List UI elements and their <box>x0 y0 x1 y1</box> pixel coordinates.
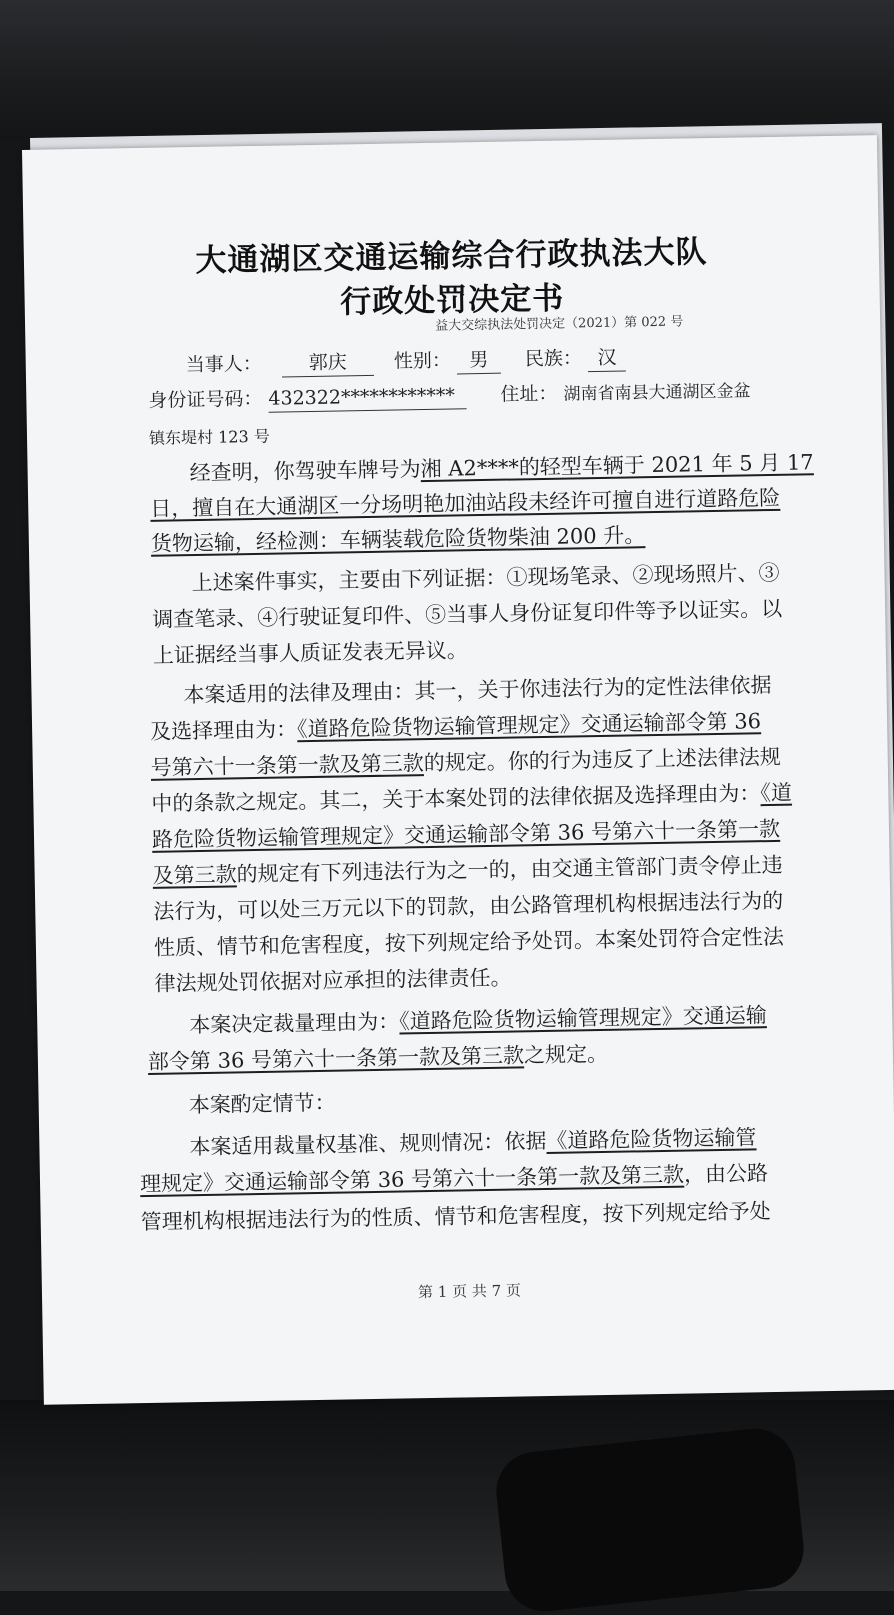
evidence-line-3: 上证据经当事人质证发表无异议。 <box>152 638 469 668</box>
address-label: 住址： <box>500 382 558 406</box>
facts-underlined: 湘 A2****的轻型车辆于 2021 年 5 月 17 <box>420 450 814 482</box>
law-line-4 <box>151 779 792 818</box>
law-citation: 及第三款 <box>152 862 237 888</box>
evidence-line-2: 调查笔录、④行驶证复印件、⑤当事人身份证复印件等予以证实。以 <box>152 596 783 632</box>
party-address-2: 镇东堤村 123 号 <box>148 426 270 448</box>
law-text: 的规定。你的行为违反了上述法律法规 <box>423 744 781 776</box>
party-name: 郭庆 <box>282 349 374 378</box>
benchmark-line-3: 管理机构根据违法行为的性质、情节和危害程度，按下列规定给予处 <box>140 1199 771 1235</box>
law-line-2 <box>150 707 761 746</box>
discretion-citation: 《道路危险货物运输管理规定》交通运输 <box>399 1003 767 1034</box>
law-citation: 《道 <box>760 780 793 806</box>
discretion-line-1 <box>189 1001 767 1039</box>
document-number: 益大交综执法处罚决定（2021）第 022 号 <box>435 314 684 334</box>
background-top <box>0 0 894 140</box>
id-label: 身份证号码： <box>148 387 263 412</box>
document-title: 大通湖区交通运输综合行政执法大队 <box>195 234 708 279</box>
law-line-1: 本案适用的法律及理由：其一，关于你违法行为的定性法律依据 <box>183 673 772 708</box>
law-line-5: 路危险货物运输管理规定》交通运输部令第 36 号第六十一条第一款 <box>151 816 781 852</box>
evidence-line-1: 上述案件事实，主要由下列证据：①现场笔录、②现场照片、③ <box>191 560 780 596</box>
benchmark-text: 本案适用裁量权基准、规则情况：依据 <box>189 1129 547 1160</box>
background-object <box>492 1425 807 1615</box>
discretion-line-2 <box>148 1040 608 1076</box>
benchmark-line-2 <box>140 1159 768 1198</box>
party-address-1: 湖南省南县大通湖区金盆 <box>563 381 751 405</box>
party-ethnicity: 汉 <box>588 344 626 372</box>
benchmark-citation: 理规定》交通运输部令第 36 号第六十一条第一款及第三款 <box>139 1162 685 1197</box>
id-row <box>148 377 751 415</box>
discretion-text: 之规定。 <box>523 1041 609 1068</box>
document-subtitle: 行政处罚决定书 <box>339 280 565 321</box>
benchmark-text: ，由公路 <box>683 1161 769 1187</box>
law-text: 中的条款之规定。其二，关于本案处罚的法律依据及选择理由为： <box>151 781 761 816</box>
discretion-citation: 部令第 36 号第六十一条第一款及第三款 <box>147 1043 525 1074</box>
law-line-7: 法行为，可以处三万元以下的罚款，由公路管理机构根据违法行为的 <box>153 888 784 924</box>
law-line-3 <box>151 743 781 782</box>
gender-label: 性别： <box>393 349 452 373</box>
party-id: 432322************ <box>268 382 466 412</box>
law-text: 的规定有下列违法行为之一的，由交通主管部门责令停止违 <box>236 852 783 887</box>
law-line-6 <box>152 851 782 890</box>
law-line-9: 律法规处罚依据对应承担的法律责任。 <box>154 965 512 996</box>
facts-text: 经查明，你驾驶车牌号为 <box>189 457 421 486</box>
party-gender: 男 <box>457 347 501 375</box>
document-page <box>22 135 894 1405</box>
facts-line-3: 货物运输，经检测：车辆装载危险货物柴油 200 升。 <box>150 523 646 556</box>
benchmark-citation: 《道路危险货物运输管 <box>546 1125 757 1153</box>
law-line-8: 性质、情节和危害程度，按下列规定给予处罚。本案处罚符合定性法 <box>153 924 785 960</box>
ethnicity-label: 民族： <box>524 347 583 371</box>
facts-line-2: 日，擅自在大通湖区一分场明艳加油站段未经许可擅自进行道路危险 <box>150 485 781 521</box>
facts-line-1 <box>189 448 814 487</box>
law-citation: 号第六十一条第一款及第三款 <box>150 751 424 780</box>
benchmark-line-1 <box>189 1123 756 1161</box>
background-bottom <box>0 1400 894 1591</box>
law-citation: 《道路危险货物运输管理规定》交通运输部令第 36 <box>296 709 762 742</box>
discretion-text: 本案决定裁量理由为： <box>189 1009 400 1038</box>
law-text: 及选择理由为： <box>149 717 298 744</box>
party-row <box>186 344 627 379</box>
page-number: 第 1 页 共 7 页 <box>417 1281 522 1302</box>
name-label: 当事人： <box>185 352 262 377</box>
circumstances-line: 本案酌定情节： <box>188 1090 336 1118</box>
